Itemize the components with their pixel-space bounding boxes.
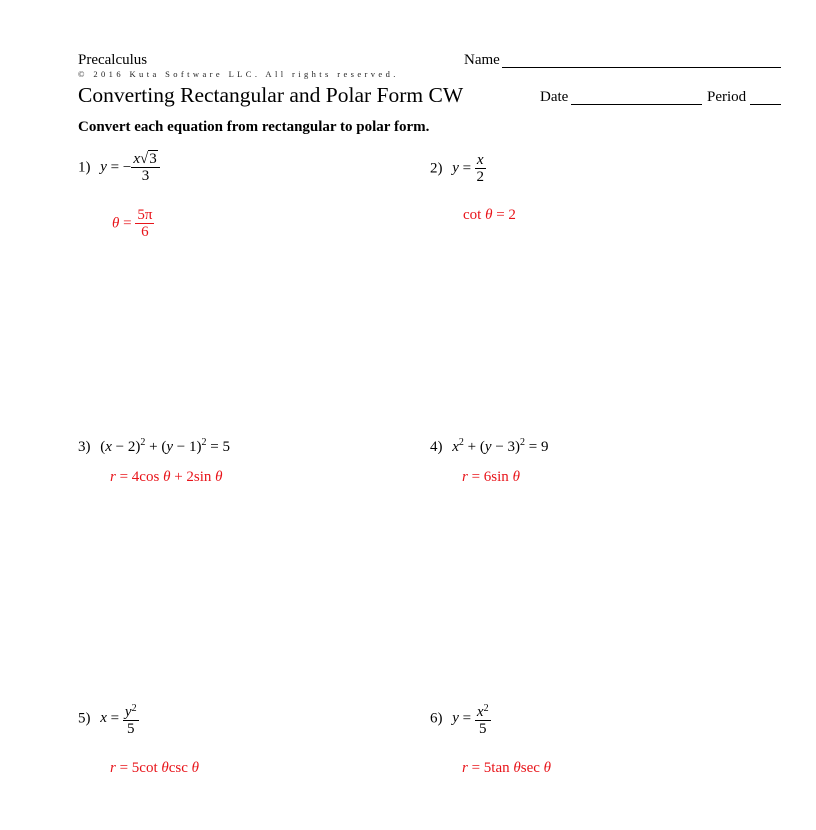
problem-5: 5) x = $\frac{y^2}{5}$ — [78, 703, 137, 737]
period-label: Period — [707, 89, 747, 105]
answer-5: r = 5cot θcsc θ — [110, 760, 200, 776]
worksheet-title: Converting Rectangular and Polar Form CW — [78, 83, 464, 107]
course-name: Precalculus — [78, 52, 148, 68]
problem-number: 1) — [78, 159, 91, 176]
problem-number: 2) — [430, 160, 443, 177]
period-field-line[interactable] — [750, 104, 781, 105]
name-field-line[interactable] — [502, 67, 781, 68]
problem-number: 4) — [430, 439, 443, 455]
date-field-line[interactable] — [571, 104, 702, 105]
answer-3: r = 4cos θ + 2sin θ — [110, 469, 223, 485]
name-label: Name — [464, 52, 500, 68]
problem-3: 3) $(x - 2)^2 + (y - 1)^2 = 5$ — [78, 437, 230, 455]
problem-4: 4) $x^2 + (y - 3)^2 = 9$ — [430, 437, 549, 455]
problem-2: 2) y = $\frac{x}{2}$ — [430, 152, 484, 185]
answer-4: r = 6sin θ — [462, 469, 520, 485]
date-label: Date — [540, 89, 569, 105]
copyright-notice: © 2016 Kuta Software LLC. All rights reserved. — [78, 69, 399, 79]
problem-number: 6) — [430, 710, 443, 727]
answer-6: r = 5tan θsec θ — [462, 760, 552, 776]
problem-6: 6) y = $\frac{x^2}{5}$ — [430, 703, 489, 737]
answer-1: θ = $\frac{5\pi}{6}$ — [112, 207, 153, 240]
problem-number: 5) — [78, 710, 91, 727]
problem-1: 1) y = − $\frac{x√3}{3}$ — [78, 152, 160, 184]
answer-2: cot θ = 2 — [463, 207, 516, 223]
instructions: Convert each equation from rectangular to polar form. — [78, 119, 430, 135]
fraction: $\frac{x√3}{3}$ — [131, 152, 159, 184]
problem-number: 3) — [78, 439, 91, 455]
